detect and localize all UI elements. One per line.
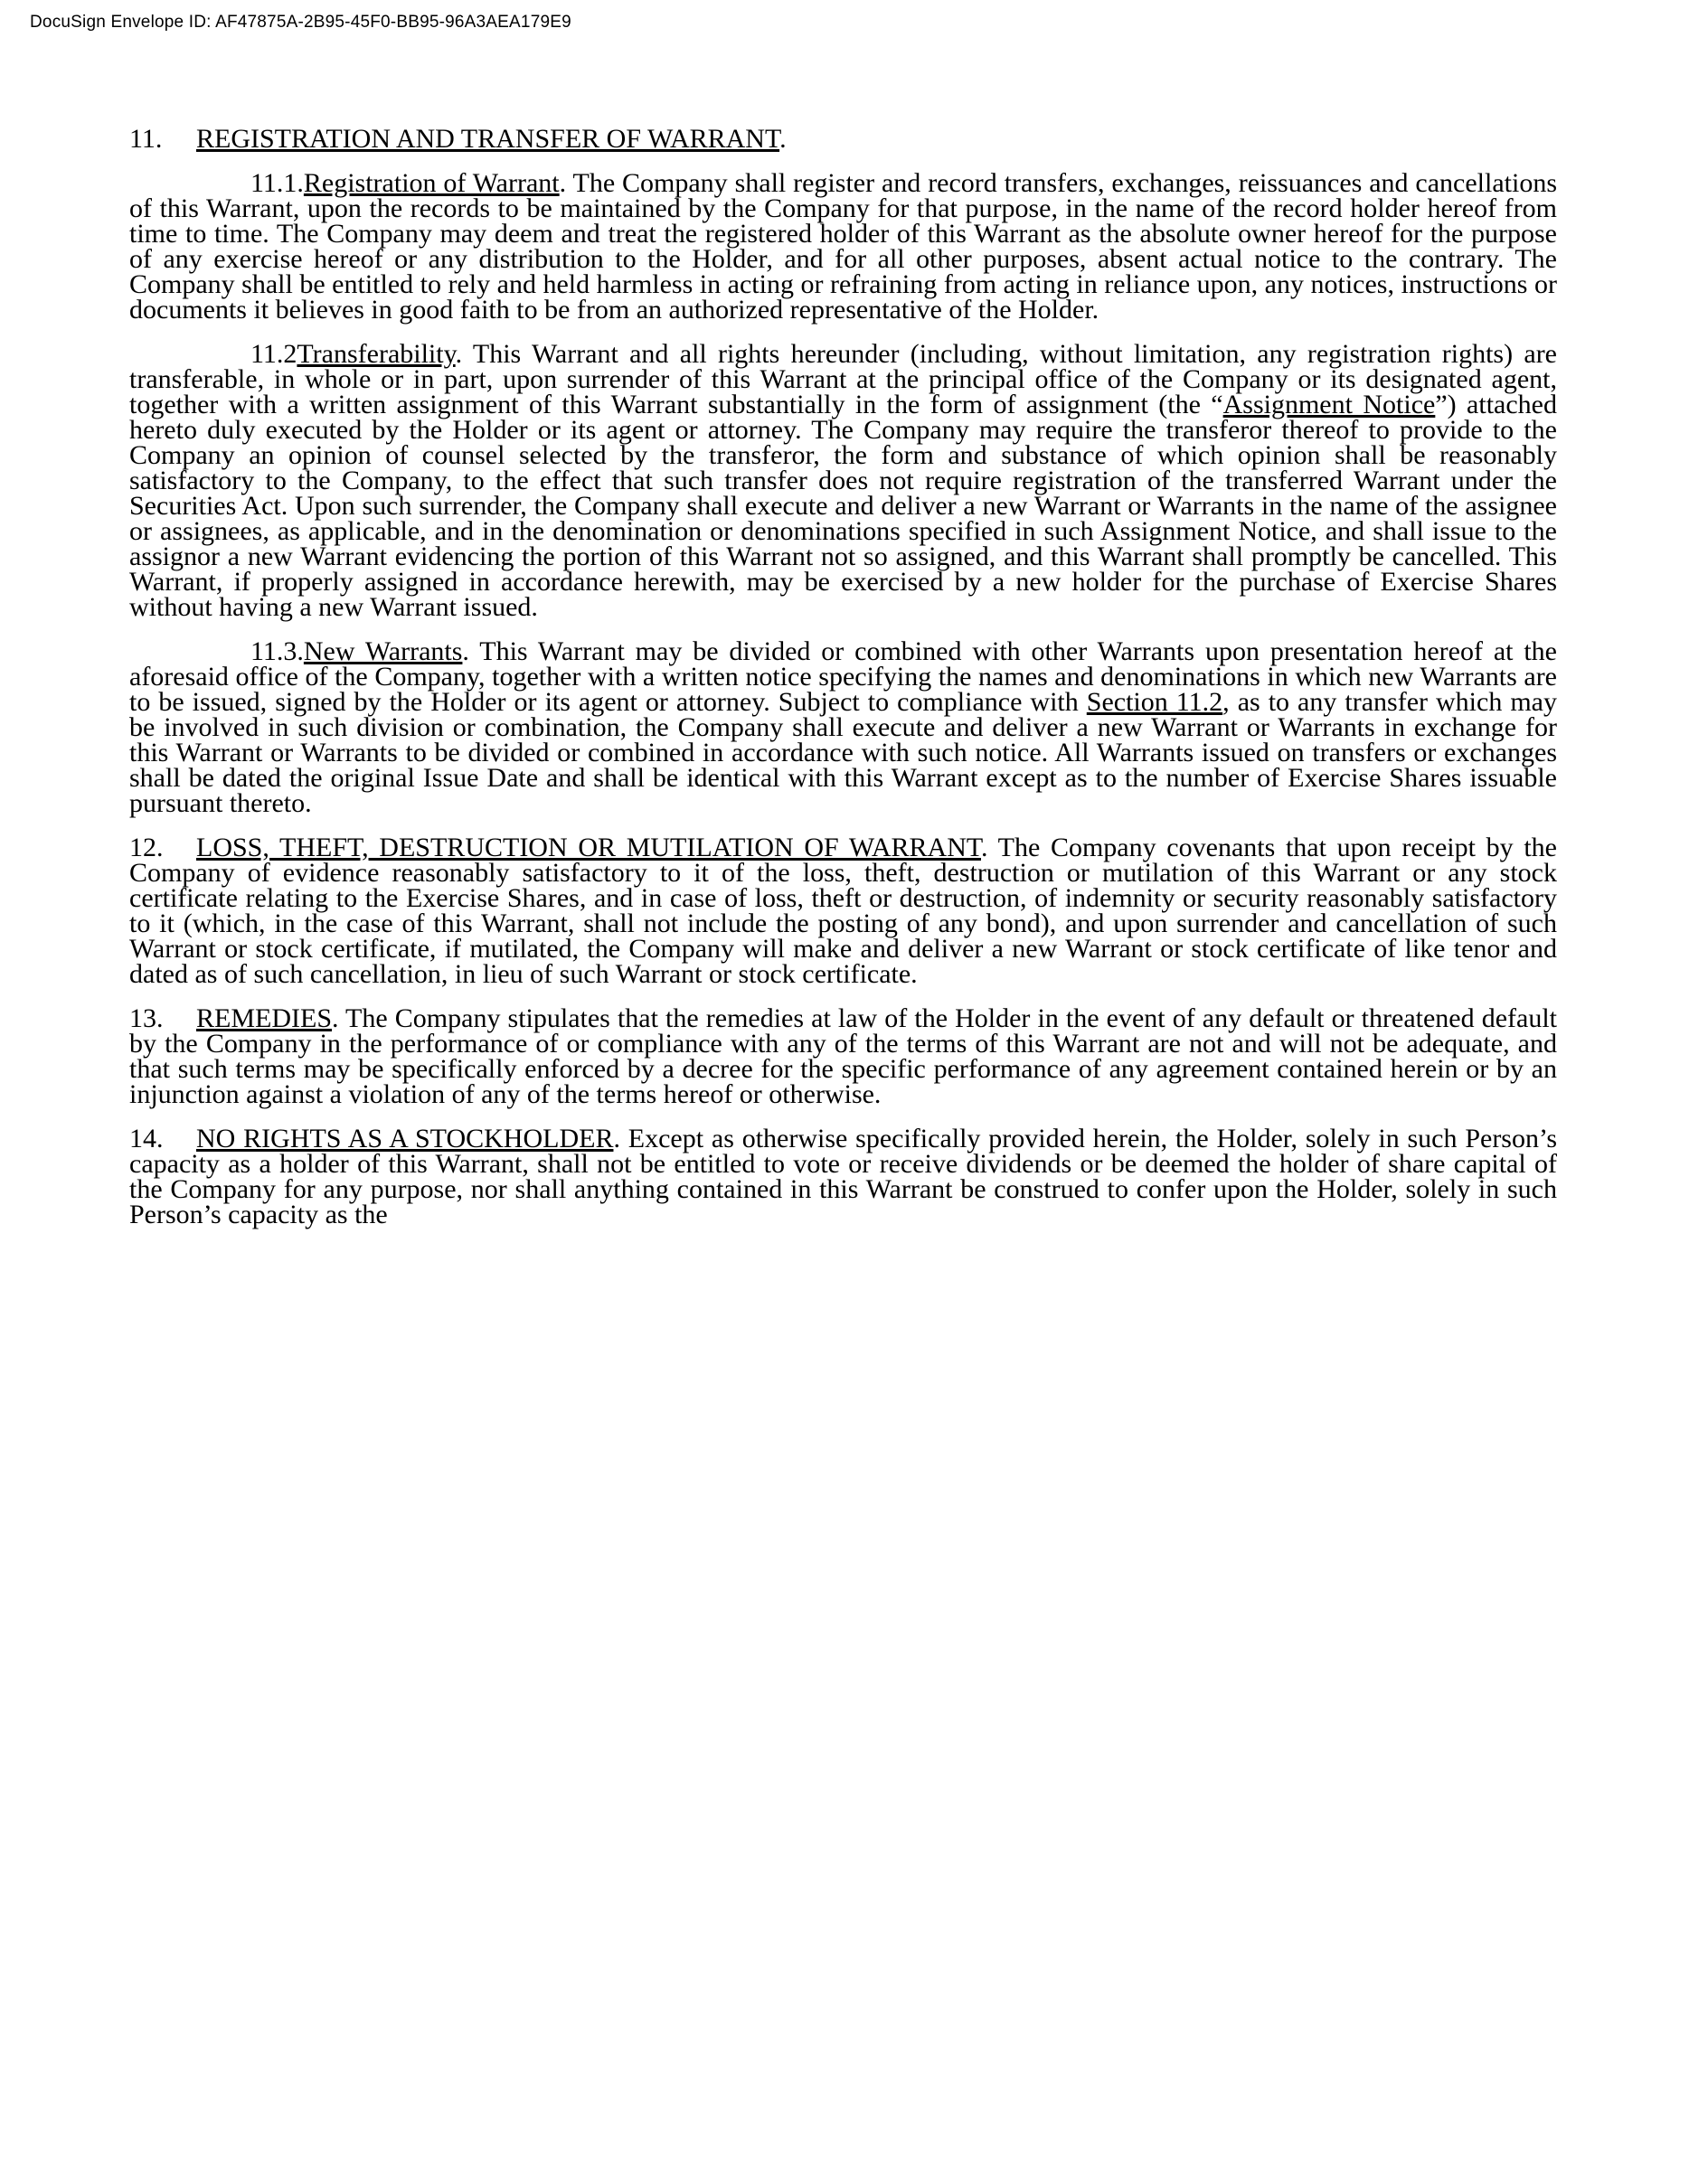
section-13-paragraph [129,1003,1557,1109]
section-11-2-title: Transferability [297,339,456,369]
section-11-3-body-part-1: . This Warrant may be divided or combined with other Warrants upon presentation hereof at the aforesaid office of the Company, together with a written notice specifying the names and denominations in which new Warrants are to be issued, signed by the Holder or its agent or attorney. Subject to compliance with [129,636,1557,717]
section-13-title: REMEDIES [196,1003,332,1033]
section-11-title-period: . [779,124,787,154]
section-13-number: 13. [129,1003,164,1033]
section-11-number: 11. [129,124,163,154]
section-11-3-title: New Warrants [303,636,463,666]
section-11-2-number: 11.2 [250,339,297,369]
section-11-3-paragraph [129,636,1557,818]
section-11-3-number: 11.3. [250,636,304,666]
section-14-body: . Except as otherwise specifically provided herein, the Holder, solely in such Person’s capacity as a holder of this Warrant, shall not be entitled to vote or receive dividends or be deemed the holder of share capital of the Company for any purpose, nor shall anything contained in this Warrant be construed to confer upon the Holder, solely in such Person’s capacity as the [129,1124,1557,1229]
section-11-1-title: Registration of Warrant [303,168,560,198]
docusign-envelope-id: DocuSign Envelope ID: AF47875A-2B95-45F0-BB95-96A3AEA179E9 [30,13,571,32]
section-11-title: REGISTRATION AND TRANSFER OF WARRANT [196,124,780,154]
assignment-notice-term: Assignment Notice [1222,390,1436,419]
warrant-document-text [129,124,1558,1229]
section-11-1-body: . The Company shall register and record transfers, exchanges, reissuances and cancellations of this Warrant, upon the records to be maintained by the Company for that purpose, in the name of the record holder hereof from time to time. The Company may deem and treat the registered holder of this Warrant as the absolute owner hereof for the purpose of any exercise hereof or any distribution to the Holder, and for all other purposes, absent actual notice to the contrary. The Company shall be entitled to rely and held harmless in acting or refraining from acting in reliance upon, any notices, instructions or documents it believes in good faith to be from an authorized representative of the Holder. [129,168,1558,325]
section-11-2-cross-reference: Section 11.2 [1086,687,1223,717]
section-12-title: LOSS, THEFT, DESTRUCTION OR MUTILATION OF WARRANT [196,833,981,862]
section-11-2-paragraph [129,339,1557,622]
section-12-number: 12. [129,833,164,862]
section-11-2-body-part-2: ”) attached hereto duly executed by the Holder or its agent or attorney. The Company may require the transferor thereof to provide to the Company an opinion of counsel selected by the transferor, the form and substance of which opinion shall be reasonably satisfactory to the Company, to the effect that such transfer does not require registration of the transferred Warrant under the Securities Act. Upon such surrender, the Company shall execute and deliver a new Warrant or Warrants in the name of the assignee or assignees, as applicable, and in the denomination or denominations specified in such Assignment Notice, and shall issue to the assignor a new Warrant evidencing the portion of this Warrant not so assigned, and this Warrant shall promptly be cancelled. This Warrant, if properly assigned in accordance herewith, may be exercised by a new holder for the purchase of Exercise Shares without having a new Warrant issued. [129,390,1557,622]
section-14-number: 14. [129,1124,164,1153]
section-11-1-number: 11.1. [250,168,304,198]
section-14-paragraph [129,1126,1557,1228]
section-11-3-body-part-2: , as to any transfer which may be involved in such division or combination, the Company shall execute and deliver a new Warrant or Warrants in exchange for this Warrant or Warrants to be divided or combined in accordance with such notice. All Warrants issued on transfers or exchanges shall be dated the original Issue Date and shall be identical with this Warrant except as to the number of Exercise Shares issuable pursuant thereto. [129,687,1557,818]
section-12-paragraph [129,835,1557,987]
section-13-body: . The Company stipulates that the remedies at law of the Holder in the event of any default or threatened default by the Company in the performance of or compliance with any of the terms of this Warrant are not and will not be adequate, and that such terms may be specifically enforced by a decree for the specific performance of any agreement contained herein or by an injunction against a violation of any of the terms hereof or otherwise. [129,1003,1557,1109]
section-11-2-body-part-1: . This Warrant and all rights hereunder (including, without limitation, any registration rights) are transferable, in whole or in part, upon surrender of this Warrant at the principal office of the Company or its designated agent, together with a written assignment of this Warrant substantially in the form of assignment (the “ [129,339,1557,419]
section-12-body: . The Company covenants that upon receipt by the Company of evidence reasonably satisfactory to it of the loss, theft, destruction or mutilation of this Warrant or any stock certificate relating to the Exercise Shares, and in case of loss, theft or destruction, of indemnity or security reasonably satisfactory to it (which, in the case of this Warrant, shall not include the posting of any bond), and upon surrender and cancellation of such Warrant or stock certificate, if mutilated, the Company will make and deliver a new Warrant or stock certificate of like tenor and dated as of such cancellation, in lieu of such Warrant or stock certificate. [129,833,1557,989]
section-11-heading [129,124,1557,154]
section-14-title: NO RIGHTS AS A STOCKHOLDER [196,1124,614,1153]
section-11-1-paragraph [129,168,1558,325]
